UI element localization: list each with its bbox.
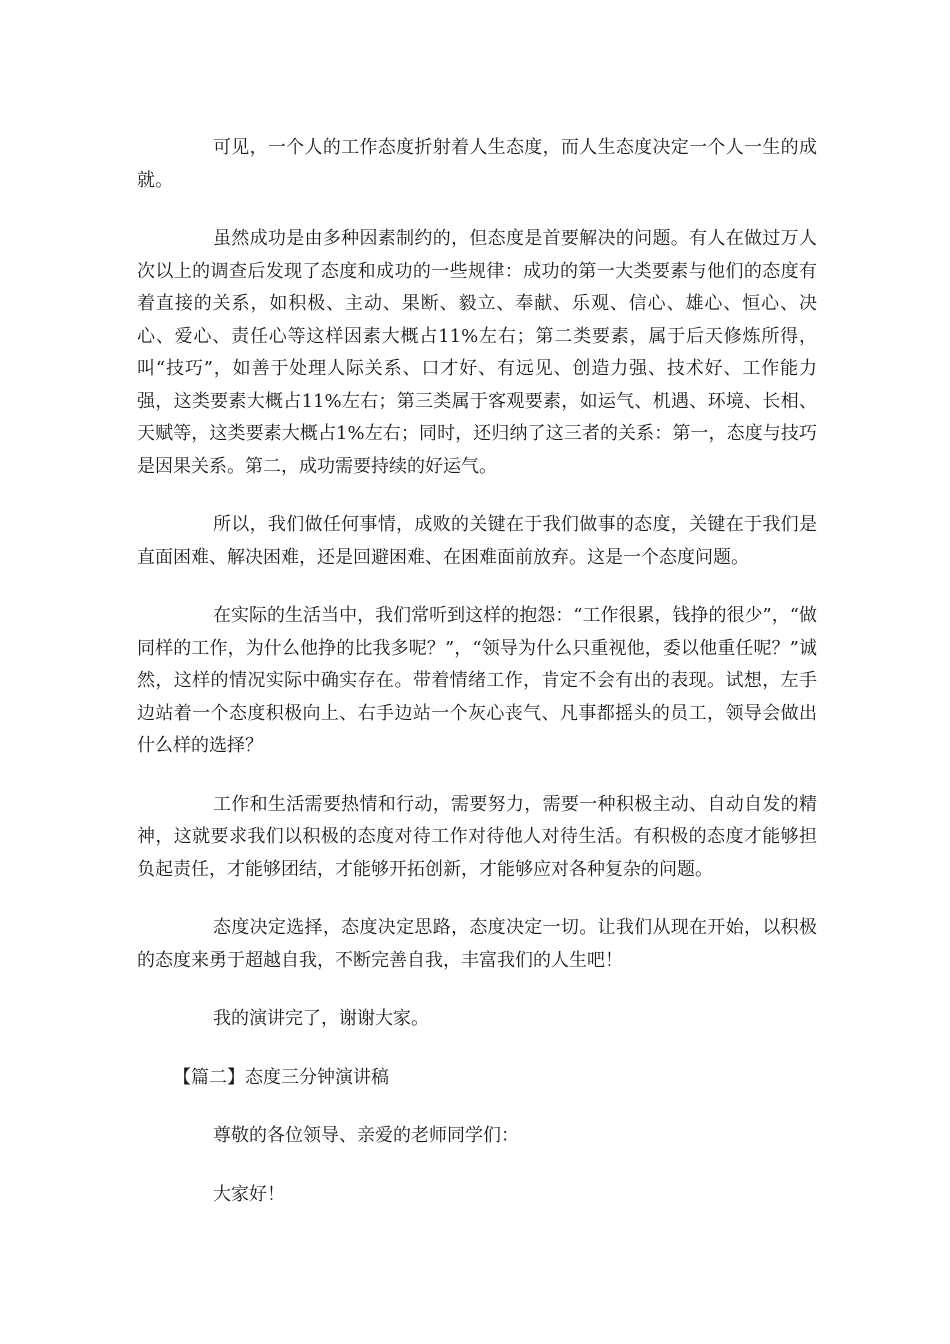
document-body bbox=[137, 132, 817, 1237]
paragraph-closing: 我的演讲完了，谢谢大家。 bbox=[213, 1008, 429, 1029]
section-heading: 【篇二】态度三分钟演讲稿 bbox=[173, 1066, 389, 1088]
paragraph-enthusiasm-action: 工作和生活需要热情和行动，需要努力，需要一种积极主动、自动自发的精神，这就要求我们以积极的态度对待工作对待他人对待生活。有积极的态度才能够担负起责任，才能够团结，才能够开拓创新，才能够应对各种复杂的问题。 bbox=[137, 793, 817, 880]
paragraph-complaints: 在实际的生活当中，我们常听到这样的抱怨：“工作很累，钱挣的很少”，“做同样的工作，为什么他挣的比我多呢？”，“领导为什么只重视他，委以他重任呢？”诚然，这样的情况实际中确实存在。带着情绪工作，肯定不会有出的表现。试想，左手边站着一个态度积极向上、右手边站一个灰心丧气、凡事都摇头的员工，领导会做出什么样的选择？ bbox=[137, 605, 817, 756]
opening-line: 大家好！ bbox=[213, 1183, 285, 1205]
paragraph-key-to-success: 所以，我们做任何事情，成败的关键在于我们做事的态度，关键在于我们是直面困难、解决困难，还是回避困难、在困难面前放弃。这是一个态度问题。 bbox=[137, 514, 817, 568]
paragraph-success-factors: 虽然成功是由多种因素制约的，但态度是首要解决的问题。有人在做过万人次以上的调查后发现了态度和成功的一些规律：成功的第一大类要素与他们的态度有着直接的关系，如积极、主动、果断、毅立、奉献、乐观、信心、雄心、恒心、决心、爱心、责任心等这样因素大概占11%左右；第二类要素，属于后天修炼所得，叫“技巧”，如善于处理人际关系、口才好、有远见、创造力强、技术好、工作能力强，这类要素大概占11%左右；第三类属于客观要素，如运气、机遇、环境、长相、天赋等，这类要素大概占1%左右；同时，还归纳了这三者的关系：第一，态度与技巧是因果关系。第二，成功需要持续的好运气。 bbox=[137, 228, 817, 477]
paragraph-attitude-decides: 态度决定选择，态度决定思路，态度决定一切。让我们从现在开始，以积极的态度来勇于超越自我，不断完善自我，丰富我们的人生吧！ bbox=[137, 917, 817, 971]
greeting-line: 尊敬的各位领导、亲爱的老师同学们： bbox=[213, 1125, 519, 1146]
paragraph-attitude-reflects-life: 可见，一个人的工作态度折射着人生态度，而人生态度决定一个人一生的成就。 bbox=[137, 137, 817, 191]
